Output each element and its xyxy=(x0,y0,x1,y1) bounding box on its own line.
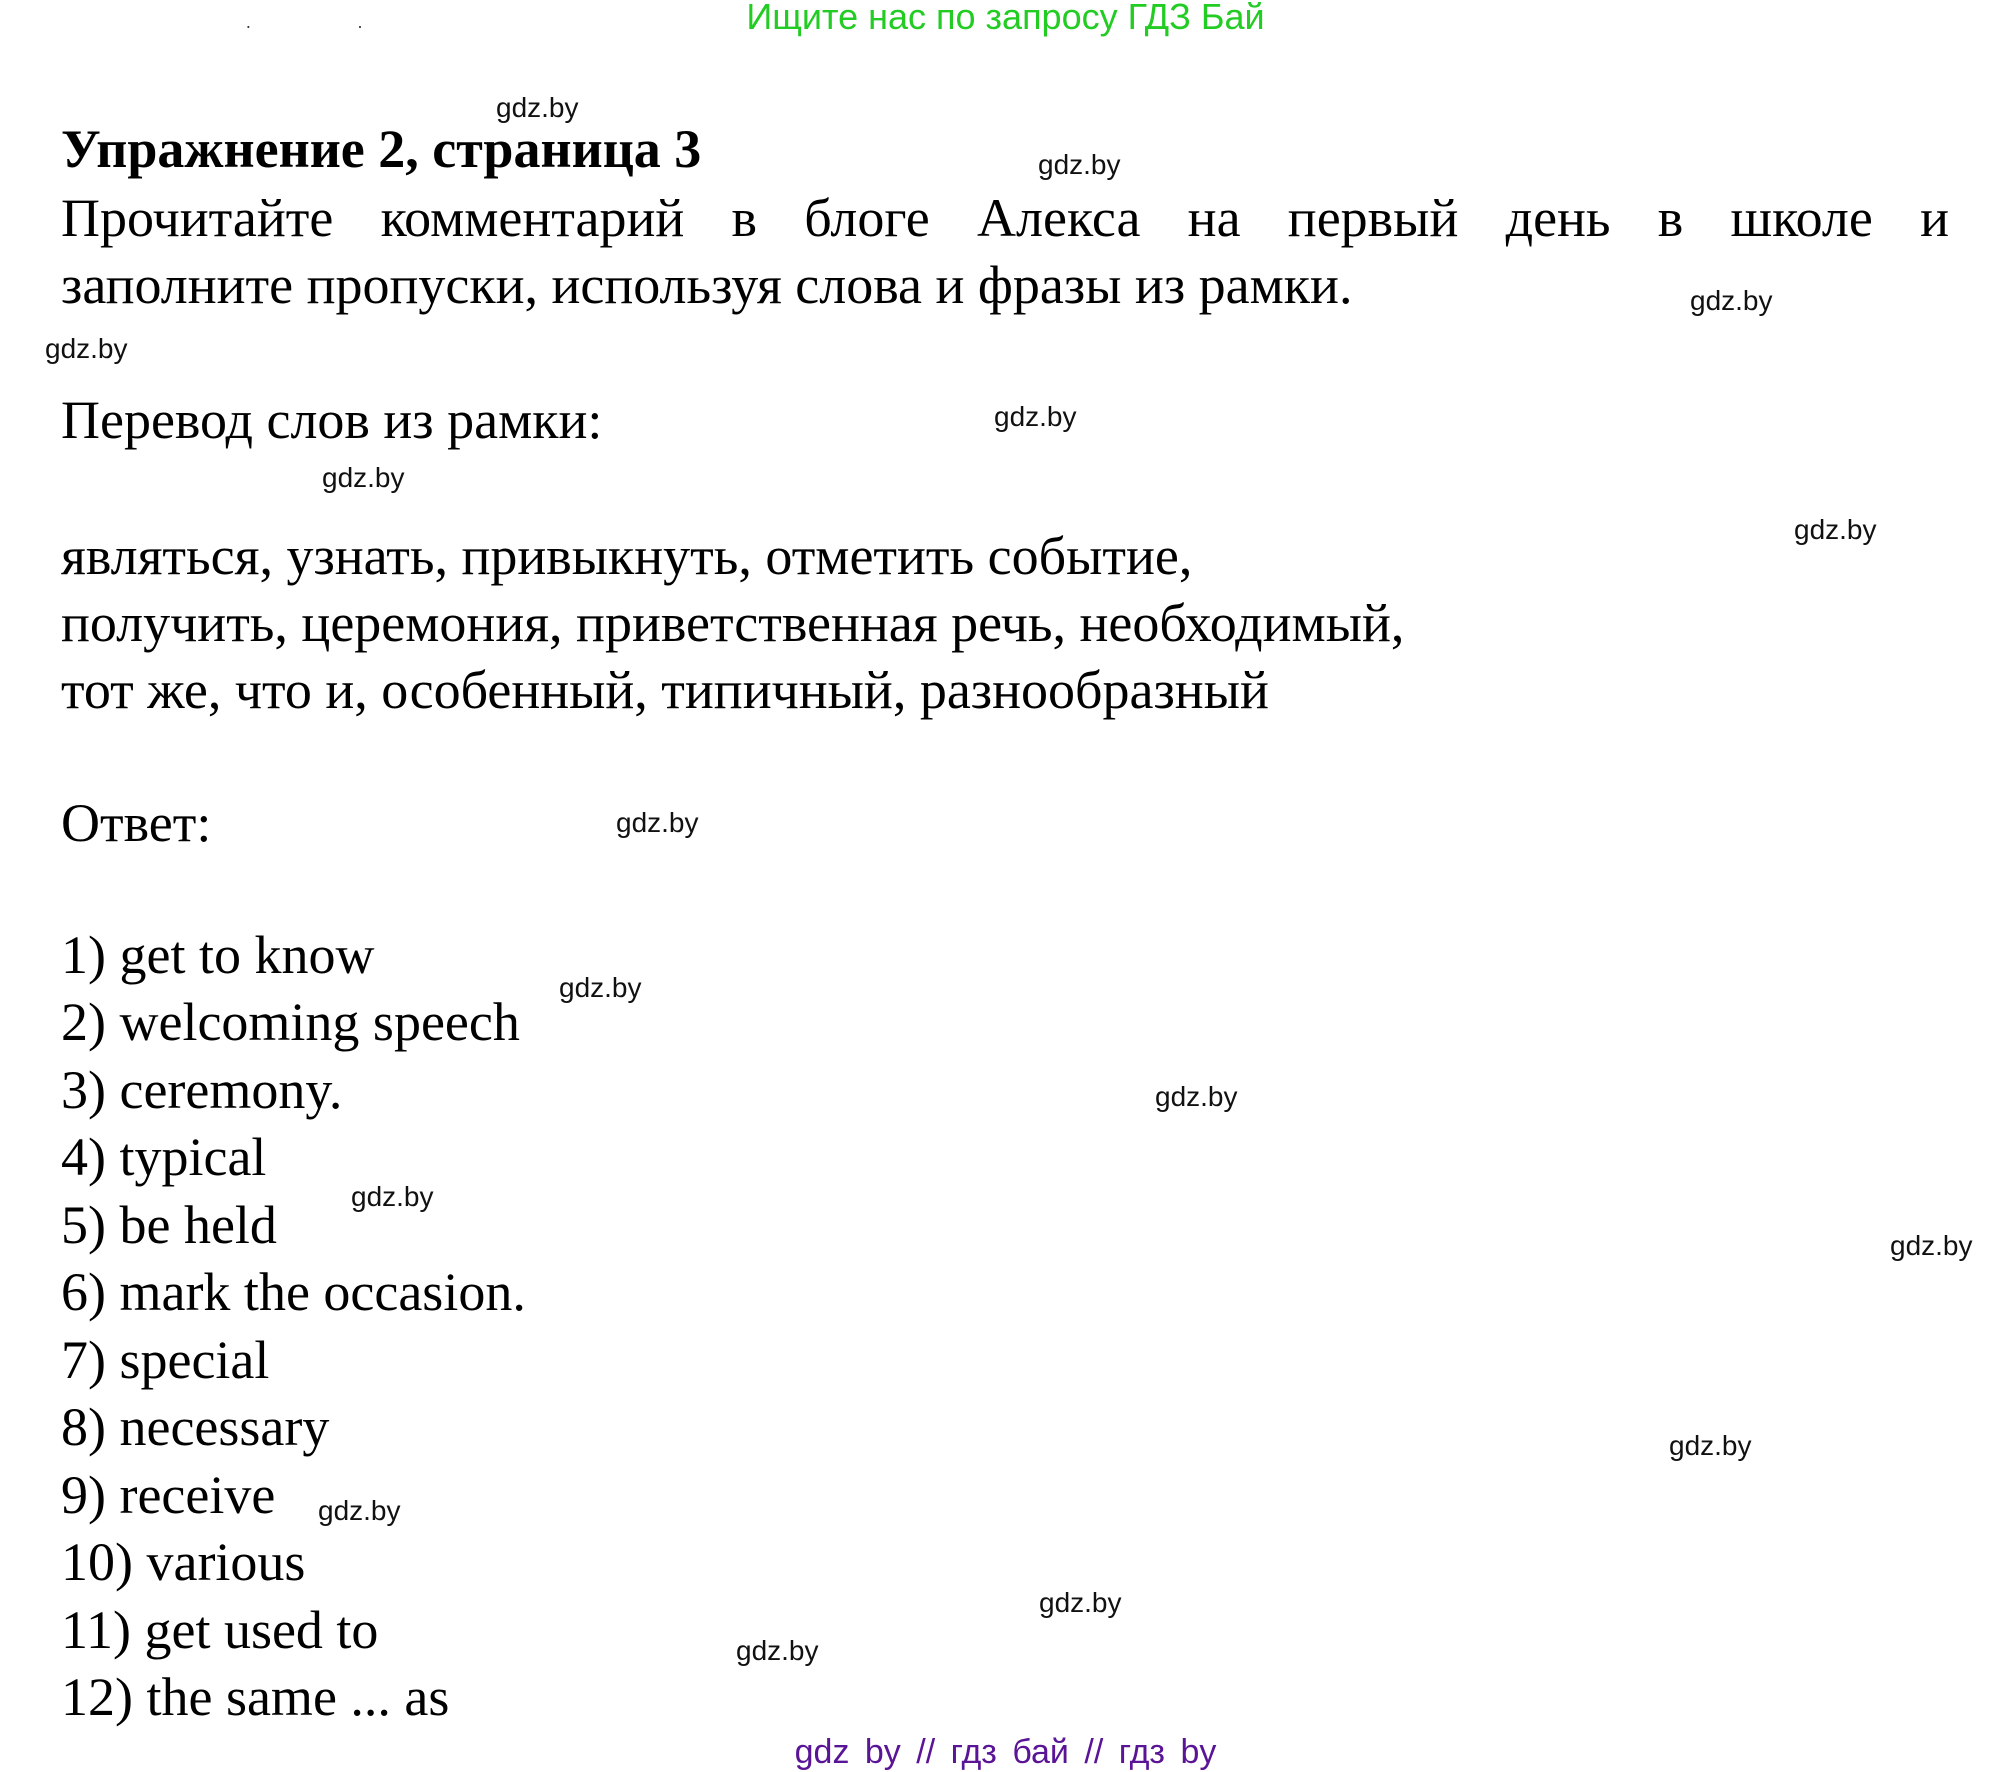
watermark: gdz.by xyxy=(496,92,579,123)
answer-item: 11) get used to xyxy=(61,1600,379,1660)
watermark: gdz.by xyxy=(1890,1230,1973,1261)
translation-heading: Перевод слов из рамки: xyxy=(61,390,603,450)
watermark: gdz.by xyxy=(559,972,642,1003)
watermark: gdz.by xyxy=(616,807,699,838)
watermark: gdz.by xyxy=(322,462,405,493)
watermark: gdz.by xyxy=(1690,285,1773,316)
watermark: gdz.by xyxy=(351,1181,434,1212)
answer-item: 4) typical xyxy=(61,1127,267,1187)
watermark: gdz.by xyxy=(1794,514,1877,545)
answer-heading: Ответ: xyxy=(61,793,212,853)
answer-item: 12) the same ... as xyxy=(61,1667,450,1727)
watermark: gdz.by xyxy=(994,401,1077,432)
watermark: gdz.by xyxy=(1039,1587,1122,1618)
instruction-line-2: заполните пропуски, используя слова и фразы из рамки. xyxy=(61,255,1353,315)
watermark: gdz.by xyxy=(736,1635,819,1666)
scan-marks: ˙ ˙ xyxy=(245,22,414,44)
answer-item: 3) ceremony. xyxy=(61,1060,343,1120)
answer-item: 6) mark the occasion. xyxy=(61,1262,526,1322)
answer-item: 2) welcoming speech xyxy=(61,992,520,1052)
answer-item: 1) get to know xyxy=(61,925,375,985)
watermark: gdz.by xyxy=(1038,149,1121,180)
translation-line: являться, узнать, привыкнуть, отметить событие, xyxy=(61,526,1193,586)
instruction-line-1: Прочитайте комментарий в блоге Алекса на первый день в школе и xyxy=(61,188,1949,248)
watermark: gdz.by xyxy=(45,333,128,364)
translation-line: получить, церемония, приветственная речь, необходимый, xyxy=(61,593,1405,653)
watermark: gdz.by xyxy=(318,1495,401,1526)
watermark: gdz.by xyxy=(1669,1430,1752,1461)
footer-links: gdz by // гдз бай // гдз by xyxy=(794,1733,1217,1771)
answer-item: 7) special xyxy=(61,1330,270,1390)
watermark: gdz.by xyxy=(1155,1081,1238,1112)
answer-item: 8) necessary xyxy=(61,1397,330,1457)
answer-item: 9) receive xyxy=(61,1465,276,1525)
page-title: Упражнение 2, страница 3 xyxy=(61,119,702,179)
answer-item: 5) be held xyxy=(61,1195,277,1255)
translation-line: тот же, что и, особенный, типичный, разнообразный xyxy=(61,660,1269,720)
search-banner: Ищите нас по запросу ГДЗ Бай xyxy=(746,0,1265,37)
instruction-text xyxy=(61,185,1949,319)
answer-item: 10) various xyxy=(61,1532,306,1592)
